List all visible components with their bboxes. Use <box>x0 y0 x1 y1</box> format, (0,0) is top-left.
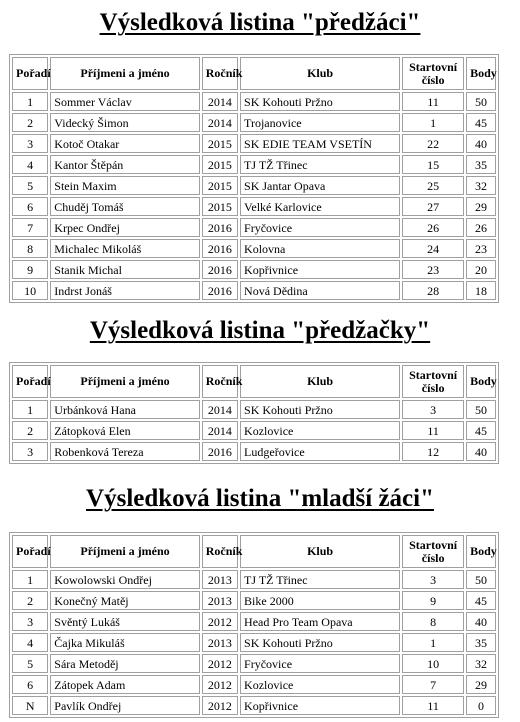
table-row <box>12 218 496 237</box>
cell-points: 20 <box>466 260 496 279</box>
cell-rank: 4 <box>12 155 48 174</box>
cell-year: 2015 <box>202 197 238 216</box>
cell-club: TJ TŽ Třinec <box>240 570 400 589</box>
table-row <box>12 442 496 461</box>
results-table-mladsi-zaci <box>9 532 499 718</box>
results-table-predzacky <box>9 362 499 464</box>
cell-rank: 1 <box>12 400 48 419</box>
cell-name: Zátopek Adam <box>50 675 199 694</box>
cell-year: 2016 <box>202 239 238 258</box>
cell-club: Kolovna <box>240 239 400 258</box>
cell-start-number: 22 <box>402 134 464 153</box>
cell-start-number: 3 <box>402 400 464 419</box>
table-row <box>12 675 496 694</box>
cell-club: Kozlovice <box>240 675 400 694</box>
table-row <box>12 421 496 440</box>
header-name: Příjmeni a jméno <box>50 535 199 568</box>
cell-name: Kantor Štěpán <box>50 155 199 174</box>
header-points: Body <box>466 365 496 398</box>
table-row <box>12 197 496 216</box>
section-title: Výsledková listina "předžáci" <box>99 9 421 36</box>
header-name: Příjmeni a jméno <box>50 365 199 398</box>
section-predzaci <box>0 8 520 38</box>
cell-name: Chuděj Tomáš <box>50 197 199 216</box>
section-mladsi-zaci <box>0 484 520 514</box>
table-row <box>12 612 496 631</box>
cell-year: 2013 <box>202 570 238 589</box>
cell-rank: 8 <box>12 239 48 258</box>
cell-name: Svěntý Lukáš <box>50 612 199 631</box>
cell-year: 2014 <box>202 113 238 132</box>
cell-club: Nová Dědina <box>240 281 400 300</box>
cell-start-number: 11 <box>402 696 464 715</box>
cell-club: SK Kohouti Pržno <box>240 400 400 419</box>
cell-year: 2013 <box>202 591 238 610</box>
cell-name: Stanik Michal <box>50 260 199 279</box>
cell-rank: 1 <box>12 92 48 111</box>
cell-club: Head Pro Team Opava <box>240 612 400 631</box>
cell-name: Urbánková Hana <box>50 400 199 419</box>
cell-start-number: 11 <box>402 421 464 440</box>
section-predzacky <box>0 316 520 346</box>
header-start-number: Startovní číslo <box>402 365 464 398</box>
cell-year: 2016 <box>202 281 238 300</box>
cell-year: 2014 <box>202 400 238 419</box>
cell-name: Sára Metoděj <box>50 654 199 673</box>
cell-name: Videcký Šimon <box>50 113 199 132</box>
cell-club: SK Kohouti Pržno <box>240 633 400 652</box>
table-body <box>12 92 496 300</box>
section-title: Výsledková listina "mladší žáci" <box>86 485 434 512</box>
cell-rank: 6 <box>12 197 48 216</box>
table-row <box>12 281 496 300</box>
cell-club: Velké Karlovice <box>240 197 400 216</box>
cell-rank: 7 <box>12 218 48 237</box>
header-start-number: Startovní číslo <box>402 57 464 90</box>
cell-rank: 3 <box>12 134 48 153</box>
cell-year: 2016 <box>202 260 238 279</box>
cell-points: 0 <box>466 696 496 715</box>
cell-points: 40 <box>466 612 496 631</box>
cell-rank: 1 <box>12 570 48 589</box>
results-table-predzaci <box>9 54 499 303</box>
cell-start-number: 23 <box>402 260 464 279</box>
cell-start-number: 7 <box>402 675 464 694</box>
cell-start-number: 15 <box>402 155 464 174</box>
cell-points: 50 <box>466 400 496 419</box>
header-name: Příjmeni a jméno <box>50 57 199 90</box>
table-body <box>12 400 496 461</box>
cell-start-number: 11 <box>402 92 464 111</box>
cell-year: 2014 <box>202 92 238 111</box>
cell-club: Fryčovice <box>240 218 400 237</box>
cell-points: 18 <box>466 281 496 300</box>
cell-club: Kozlovice <box>240 421 400 440</box>
table-row <box>12 633 496 652</box>
cell-year: 2015 <box>202 176 238 195</box>
cell-name: Zátopková Elen <box>50 421 199 440</box>
cell-name: Konečný Matěj <box>50 591 199 610</box>
cell-name: Indrst Jonáš <box>50 281 199 300</box>
cell-club: Fryčovice <box>240 654 400 673</box>
cell-name: Sommer Václav <box>50 92 199 111</box>
cell-start-number: 26 <box>402 218 464 237</box>
table-header-row <box>12 365 496 398</box>
cell-name: Robenková Tereza <box>50 442 199 461</box>
cell-rank: 6 <box>12 675 48 694</box>
cell-points: 50 <box>466 570 496 589</box>
table-header-row <box>12 535 496 568</box>
table-row <box>12 260 496 279</box>
cell-points: 35 <box>466 633 496 652</box>
header-points: Body <box>466 535 496 568</box>
cell-year: 2012 <box>202 612 238 631</box>
cell-points: 45 <box>466 113 496 132</box>
cell-year: 2012 <box>202 654 238 673</box>
cell-start-number: 12 <box>402 442 464 461</box>
cell-club: SK Jantar Opava <box>240 176 400 195</box>
cell-rank: N <box>12 696 48 715</box>
cell-year: 2016 <box>202 218 238 237</box>
cell-year: 2012 <box>202 696 238 715</box>
cell-year: 2014 <box>202 421 238 440</box>
header-club: Klub <box>240 57 400 90</box>
cell-club: SK Kohouti Pržno <box>240 92 400 111</box>
cell-year: 2016 <box>202 442 238 461</box>
cell-year: 2013 <box>202 633 238 652</box>
table-body <box>12 570 496 715</box>
cell-club: Trojanovice <box>240 113 400 132</box>
cell-club: Ludgeřovice <box>240 442 400 461</box>
cell-name: Krpec Ondřej <box>50 218 199 237</box>
cell-club: Kopřivnice <box>240 260 400 279</box>
table-row <box>12 134 496 153</box>
cell-name: Michalec Mikoláš <box>50 239 199 258</box>
cell-club: TJ TŽ Třinec <box>240 155 400 174</box>
cell-club: SK EDIE TEAM VSETÍN <box>240 134 400 153</box>
table-row <box>12 239 496 258</box>
cell-rank: 2 <box>12 113 48 132</box>
cell-start-number: 9 <box>402 591 464 610</box>
cell-points: 50 <box>466 92 496 111</box>
cell-points: 35 <box>466 155 496 174</box>
cell-points: 32 <box>466 654 496 673</box>
cell-points: 40 <box>466 442 496 461</box>
header-rank: Pořadí <box>12 57 48 90</box>
cell-start-number: 25 <box>402 176 464 195</box>
cell-name: Pavlík Ondřej <box>50 696 199 715</box>
cell-rank: 3 <box>12 612 48 631</box>
cell-year: 2012 <box>202 675 238 694</box>
table-header-row <box>12 57 496 90</box>
cell-rank: 2 <box>12 421 48 440</box>
table-row <box>12 176 496 195</box>
cell-rank: 2 <box>12 591 48 610</box>
cell-name: Kotoč Otakar <box>50 134 199 153</box>
cell-club: Bike 2000 <box>240 591 400 610</box>
cell-name: Kowolowski Ondřej <box>50 570 199 589</box>
header-club: Klub <box>240 365 400 398</box>
cell-start-number: 1 <box>402 113 464 132</box>
cell-start-number: 27 <box>402 197 464 216</box>
header-year: Ročník <box>202 57 238 90</box>
cell-club: Kopřivnice <box>240 696 400 715</box>
cell-rank: 4 <box>12 633 48 652</box>
cell-points: 32 <box>466 176 496 195</box>
cell-start-number: 8 <box>402 612 464 631</box>
cell-year: 2015 <box>202 155 238 174</box>
table-row <box>12 155 496 174</box>
cell-rank: 9 <box>12 260 48 279</box>
header-year: Ročník <box>202 535 238 568</box>
cell-name: Stein Maxim <box>50 176 199 195</box>
cell-rank: 10 <box>12 281 48 300</box>
header-club: Klub <box>240 535 400 568</box>
table-row <box>12 696 496 715</box>
table-row <box>12 113 496 132</box>
cell-name: Čajka Mikuláš <box>50 633 199 652</box>
header-rank: Pořadí <box>12 535 48 568</box>
cell-rank: 3 <box>12 442 48 461</box>
cell-rank: 5 <box>12 654 48 673</box>
table-row <box>12 92 496 111</box>
header-year: Ročník <box>202 365 238 398</box>
cell-points: 45 <box>466 591 496 610</box>
cell-start-number: 28 <box>402 281 464 300</box>
cell-points: 26 <box>466 218 496 237</box>
header-points: Body <box>466 57 496 90</box>
cell-year: 2015 <box>202 134 238 153</box>
section-title: Výsledková listina "předžačky" <box>89 317 431 344</box>
header-rank: Pořadí <box>12 365 48 398</box>
cell-start-number: 24 <box>402 239 464 258</box>
cell-points: 23 <box>466 239 496 258</box>
cell-points: 29 <box>466 197 496 216</box>
table-row <box>12 591 496 610</box>
cell-points: 29 <box>466 675 496 694</box>
table-row <box>12 570 496 589</box>
header-start-number: Startovní číslo <box>402 535 464 568</box>
cell-start-number: 10 <box>402 654 464 673</box>
cell-rank: 5 <box>12 176 48 195</box>
cell-points: 40 <box>466 134 496 153</box>
cell-start-number: 3 <box>402 570 464 589</box>
cell-start-number: 1 <box>402 633 464 652</box>
table-row <box>12 654 496 673</box>
table-row <box>12 400 496 419</box>
cell-points: 45 <box>466 421 496 440</box>
